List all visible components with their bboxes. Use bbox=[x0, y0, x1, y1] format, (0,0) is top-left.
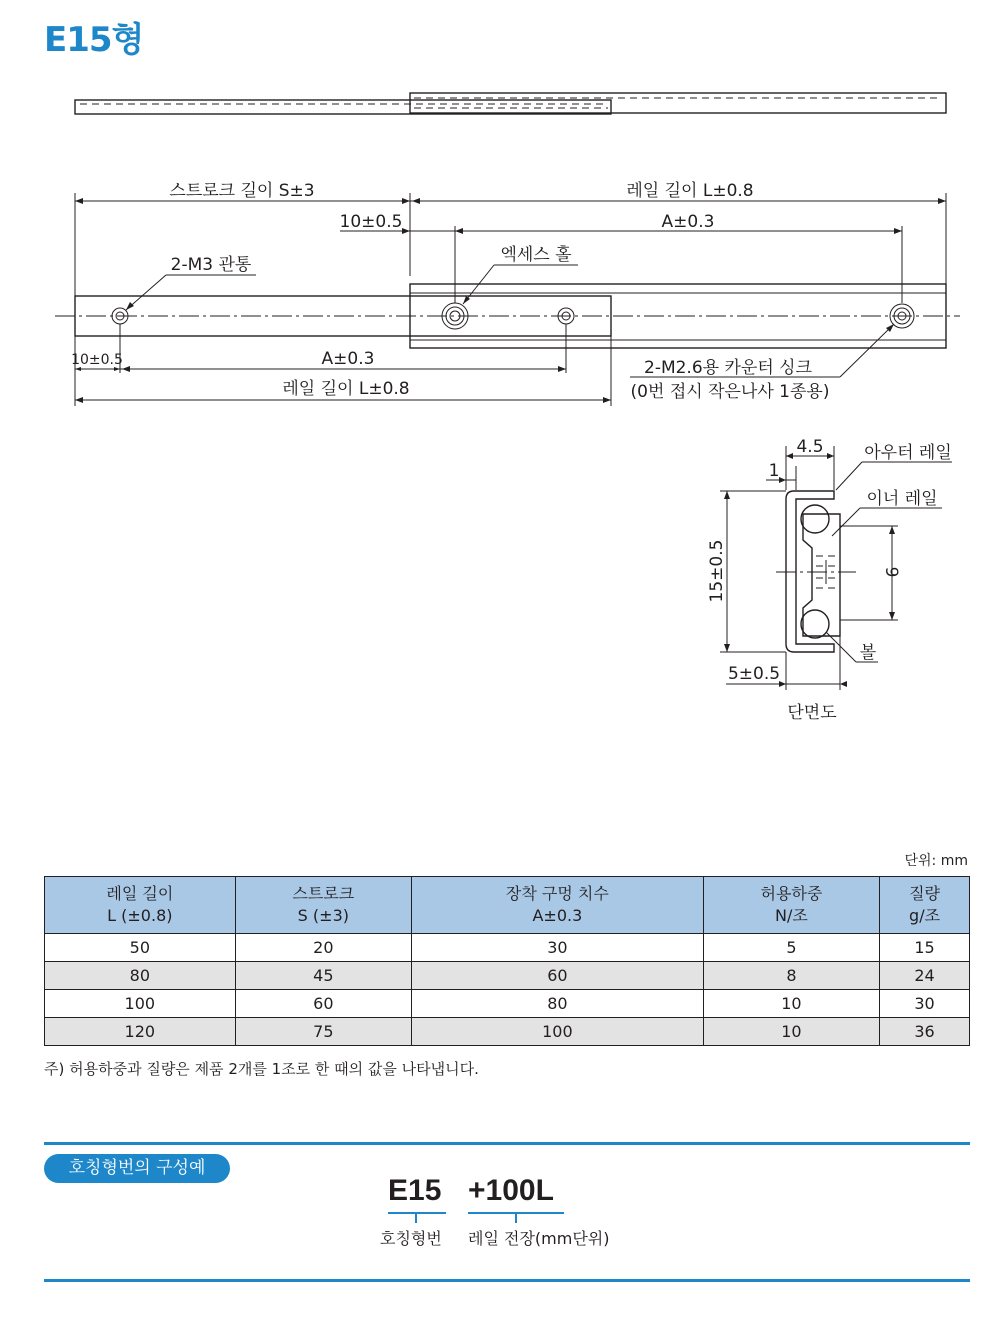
dim-thick: 1 bbox=[768, 461, 780, 481]
access-hole-label: 엑세스 홀 bbox=[500, 245, 572, 265]
divider-top bbox=[44, 1142, 970, 1145]
header-stroke: 스트로크 S (±3) bbox=[235, 877, 411, 934]
cell: 80 bbox=[412, 990, 704, 1018]
rail-length-label: 레일 길이 L±0.8 bbox=[626, 181, 754, 201]
cell: 80 bbox=[45, 962, 236, 990]
header-load: 허용하중 N/조 bbox=[703, 877, 879, 934]
page-title: E15형 bbox=[44, 20, 144, 60]
offset-label: 10±0.5 bbox=[339, 212, 403, 232]
cell: 60 bbox=[235, 990, 411, 1018]
table-header-row bbox=[45, 877, 970, 934]
spec-table bbox=[44, 876, 970, 1046]
header-length: 레일 길이 L (±0.8) bbox=[45, 877, 236, 934]
outer-rail-label: 아우터 레일 bbox=[864, 443, 952, 463]
cell: 8 bbox=[703, 962, 879, 990]
cell: 10 bbox=[703, 1018, 879, 1046]
cell: 100 bbox=[412, 1018, 704, 1046]
side-view bbox=[55, 180, 960, 406]
pitch-label: A±0.3 bbox=[661, 212, 715, 232]
ball-label: 볼 bbox=[859, 643, 877, 663]
dim-width: 4.5 bbox=[796, 437, 824, 457]
cell: 30 bbox=[880, 990, 970, 1018]
stroke-label: 스트로크 길이 S±3 bbox=[169, 181, 315, 201]
cross-section bbox=[707, 437, 952, 723]
divider-bottom bbox=[44, 1279, 970, 1282]
cell: 100 bbox=[45, 990, 236, 1018]
cell: 60 bbox=[412, 962, 704, 990]
top-view bbox=[75, 93, 946, 114]
header-hole-pitch: 장착 구멍 치수 A±0.3 bbox=[412, 877, 704, 934]
dim-inner: 9 bbox=[881, 566, 901, 578]
caption-model: 호칭형번 bbox=[380, 1229, 442, 1248]
inner-rail-label: 이너 레일 bbox=[866, 489, 938, 509]
table-row bbox=[45, 1018, 970, 1046]
lower-rail-length-label: 레일 길이 L±0.8 bbox=[282, 379, 410, 399]
header-mass: 질량 g/조 bbox=[880, 877, 970, 934]
small-offset-label: 10±0.5 bbox=[71, 352, 123, 368]
caption-length: 레일 전장(mm단위) bbox=[468, 1229, 610, 1248]
cell: 10 bbox=[703, 990, 879, 1018]
cell: 75 bbox=[235, 1018, 411, 1046]
naming-badge: 호칭형번의 구성예 bbox=[44, 1154, 230, 1183]
tick-model bbox=[415, 1213, 417, 1223]
cell: 30 bbox=[412, 934, 704, 962]
code-length: +100L bbox=[468, 1174, 554, 1207]
dim-bottom: 5±0.5 bbox=[727, 664, 781, 684]
table-row bbox=[45, 962, 970, 990]
cell: 15 bbox=[880, 934, 970, 962]
code-model: E15 bbox=[388, 1174, 442, 1207]
underline-model bbox=[388, 1212, 446, 1214]
table-row bbox=[45, 990, 970, 1018]
lower-pitch-label: A±0.3 bbox=[321, 349, 375, 369]
countersink-label-2: (0번 접시 작은나사 1종용) bbox=[630, 382, 830, 402]
thru-hole-label: 2-M3 관통 bbox=[170, 255, 252, 275]
cell: 24 bbox=[880, 962, 970, 990]
cell: 20 bbox=[235, 934, 411, 962]
tick-length bbox=[515, 1213, 517, 1223]
hole-access bbox=[442, 303, 468, 329]
cell: 120 bbox=[45, 1018, 236, 1046]
cell: 36 bbox=[880, 1018, 970, 1046]
table-note: 주) 허용하중과 질량은 제품 2개를 1조로 한 때의 값을 나타냅니다. bbox=[44, 1060, 479, 1078]
cell: 45 bbox=[235, 962, 411, 990]
table-row bbox=[45, 934, 970, 962]
countersink-label-1: 2-M2.6용 카운터 싱크 bbox=[644, 358, 812, 378]
cell: 50 bbox=[45, 934, 236, 962]
section-caption: 단면도 bbox=[787, 703, 837, 723]
dim-height: 15±0.5 bbox=[707, 539, 727, 603]
cell: 5 bbox=[703, 934, 879, 962]
unit-label: 단위: mm bbox=[904, 853, 968, 869]
